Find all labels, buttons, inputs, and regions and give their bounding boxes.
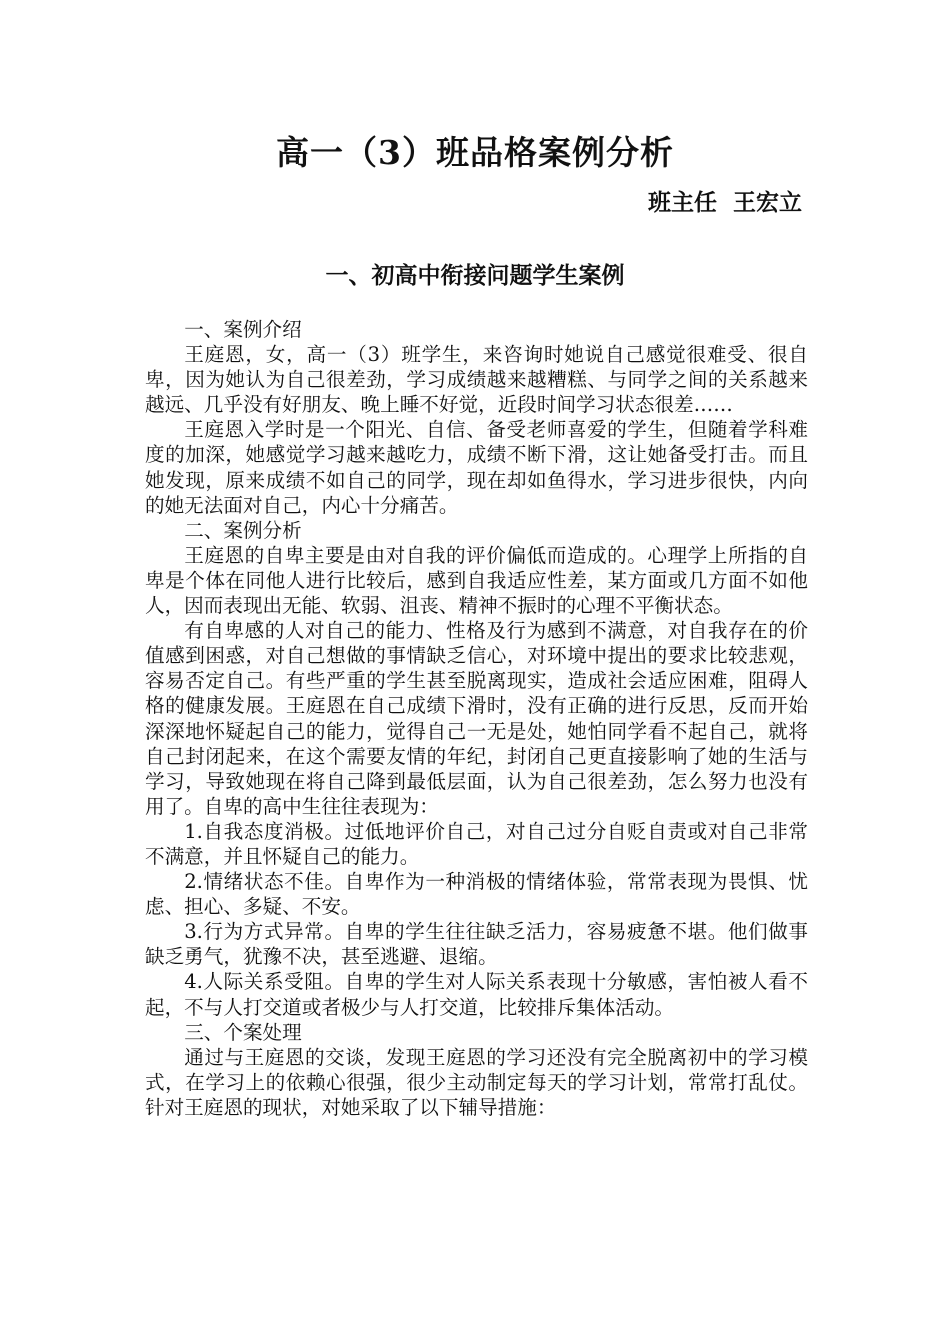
list-item: 4.人际关系受阻。自卑的学生对人际关系表现十分敏感，害怕被人看不起，不与人打交道或者极少与人打交道，比较排斥集体活动。 (145, 970, 808, 1019)
subheading-case-analysis: 二、案例分析 (184, 518, 302, 542)
list-item: 2.情绪状态不佳。自卑作为一种消极的情绪体验，常常表现为畏惧、忧虑、担心、多疑、不安。 (145, 870, 808, 919)
paragraph: 王庭恩的自卑主要是由对自我的评价偏低而造成的。心理学上所指的自卑是个体在同他人进行比较后，感到自我适应性差，某方面或几方面不如他人，因而表现出无能、软弱、沮丧、精神不振时的心理不平衡状态。 (145, 543, 808, 618)
document-body (145, 317, 808, 1120)
subheading-case-handling: 三、个案处理 (184, 1020, 302, 1044)
document-title: 高一（3）班品格案例分析 (276, 133, 674, 172)
paragraph: 有自卑感的人对自己的能力、性格及行为感到不满意，对自我存在的价值感到困惑，对自己想做的事情缺乏信心，对环境中提出的要求比较悲观，容易否定自己。有些严重的学生甚至脱离现实，造成社会适应困难，阻碍人格的健康发展。王庭恩在自己成绩下滑时，没有正确的进行反思，反而开始深深地怀疑起自己的能力，觉得自己一无是处，她怕同学看不起自己，就将自己封闭起来，在这个需要友情的年纪，封闭自己更直接影响了她的生活与学习，导致她现在将自己降到最低层面，认为自己很差劲，怎么努力也没有用了。自卑的高中生往往表现为： (145, 619, 808, 818)
paragraph: 王庭恩入学时是一个阳光、自信、备受老师喜爱的学生，但随着学科难度的加深，她感觉学习越来越吃力，成绩不断下滑，这让她备受打击。而且她发现，原来成绩不如自己的同学，现在却如鱼得水，学习进步很快，内向的她无法面对自己，内心十分痛苦。 (145, 418, 808, 517)
paragraph: 通过与王庭恩的交谈，发现王庭恩的学习还没有完全脱离初中的学习模式，在学习上的依赖心很强，很少主动制定每天的学习计划，常常打乱仗。针对王庭恩的现状，对她采取了以下辅导措施： (145, 1045, 808, 1119)
list-item: 1.自我态度消极。过低地评价自己，对自己过分自贬自责或对自己非常不满意，并且怀疑自己的能力。 (145, 819, 808, 868)
paragraph: 王庭恩，女，高一（3）班学生，来咨询时她说自己感觉很难受、很自卑，因为她认为自己很差劲，学习成绩越来越糟糕、与同学之间的关系越来越远、几乎没有好朋友、晚上睡不好觉，近段时间学习状态很差…… (145, 343, 808, 417)
author-line: 班主任 王宏立 (647, 189, 802, 216)
list-item: 3.行为方式异常。自卑的学生往往缺乏活力，容易疲惫不堪。他们做事缺乏勇气，犹豫不决，甚至逃避、退缩。 (145, 920, 808, 969)
section-heading: 一、初高中衔接问题学生案例 (325, 262, 625, 289)
subheading-case-intro: 一、案例介绍 (184, 318, 302, 341)
